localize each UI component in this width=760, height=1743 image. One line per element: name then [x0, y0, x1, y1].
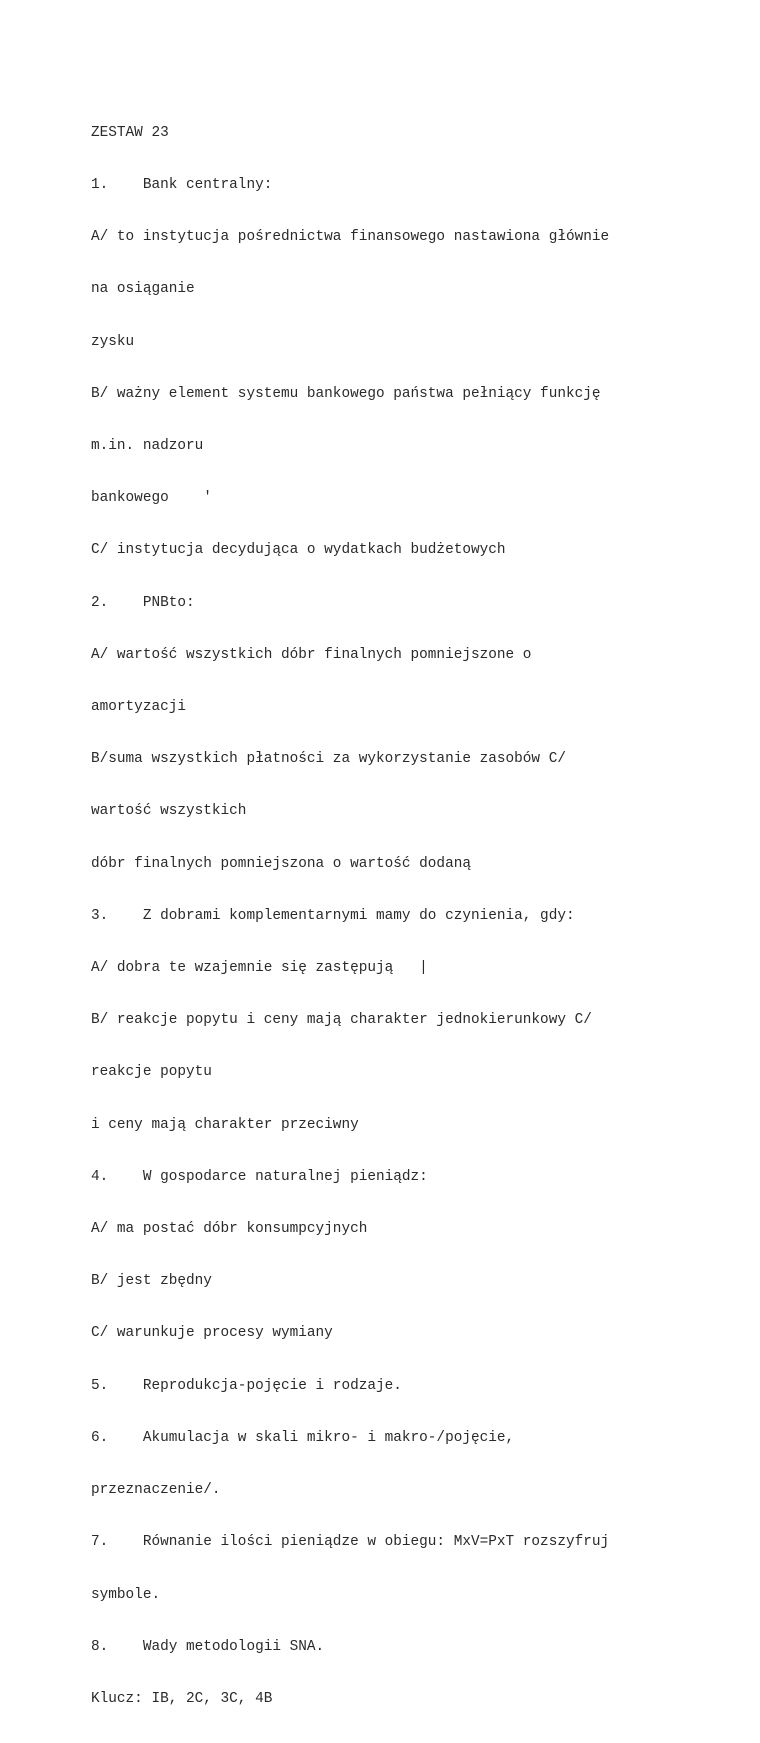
- q4-option-c: C/ warunkuje procesy wymiany: [91, 1325, 333, 1342]
- q1-option-a-cont: na osiąganie: [91, 281, 195, 298]
- q1-option-a: A/ to instytucja pośrednictwa finansowego nastawiona głównie: [91, 229, 610, 246]
- q4-option-b: B/ jest zbędny: [91, 1273, 212, 1290]
- q2-option-b: B/suma wszystkich płatności za wykorzystanie zasobów C/: [91, 751, 566, 768]
- question-7: 7. Równanie ilości pieniądze w obiegu: MxV=PxT rozszyfruj: [91, 1534, 610, 1551]
- question-5: 5. Reprodukcja-pojęcie i rodzaje.: [91, 1377, 402, 1394]
- title-line: ZESTAW 23: [91, 124, 169, 141]
- q4-option-a: A/ ma postać dóbr konsumpcyjnych: [91, 1221, 368, 1238]
- q3-option-a: A/ dobra te wzajemnie się zastępują |: [91, 960, 428, 977]
- q1-option-a-cont: zysku: [91, 333, 135, 350]
- q1-option-b: B/ ważny element systemu bankowego państwa pełniący funkcję: [91, 385, 601, 402]
- q2-option-c: wartość wszystkich: [91, 803, 247, 820]
- q2-option-c-cont: dóbr finalnych pomniejszona o wartość dodaną: [91, 855, 471, 872]
- question-6: 6. Akumulacja w skali mikro- i makro-/pojęcie,: [91, 1429, 515, 1446]
- question-1: 1. Bank centralny:: [91, 177, 273, 194]
- question-3: 3. Z dobrami komplementarnymi mamy do czynienia, gdy:: [91, 907, 575, 924]
- question-7-cont: symbole.: [91, 1586, 161, 1603]
- q1-option-c: C/ instytucja decydująca o wydatkach budżetowych: [91, 542, 506, 559]
- answer-key: Klucz: IB, 2C, 3C, 4B: [91, 1690, 273, 1707]
- question-4: 4. W gospodarce naturalnej pieniądz:: [91, 1168, 428, 1185]
- question-8: 8. Wady metodologii SNA.: [91, 1638, 325, 1655]
- question-2: 2. PNBto:: [91, 594, 195, 611]
- q2-option-a: A/ wartość wszystkich dóbr finalnych pomniejszone o: [91, 646, 532, 663]
- document-text: [91, 90, 731, 1743]
- q3-option-c-cont: i ceny mają charakter przeciwny: [91, 1116, 359, 1133]
- q2-option-a-cont: amortyzacji: [91, 699, 186, 716]
- q3-option-c: reakcje popytu: [91, 1064, 212, 1081]
- q3-option-b: B/ reakcje popytu i ceny mają charakter jednokierunkowy C/: [91, 1012, 592, 1029]
- q1-option-b-cont: m.in. nadzoru: [91, 438, 204, 455]
- question-6-cont: przeznaczenie/.: [91, 1482, 221, 1499]
- q1-option-b-cont: bankowego ': [91, 490, 212, 507]
